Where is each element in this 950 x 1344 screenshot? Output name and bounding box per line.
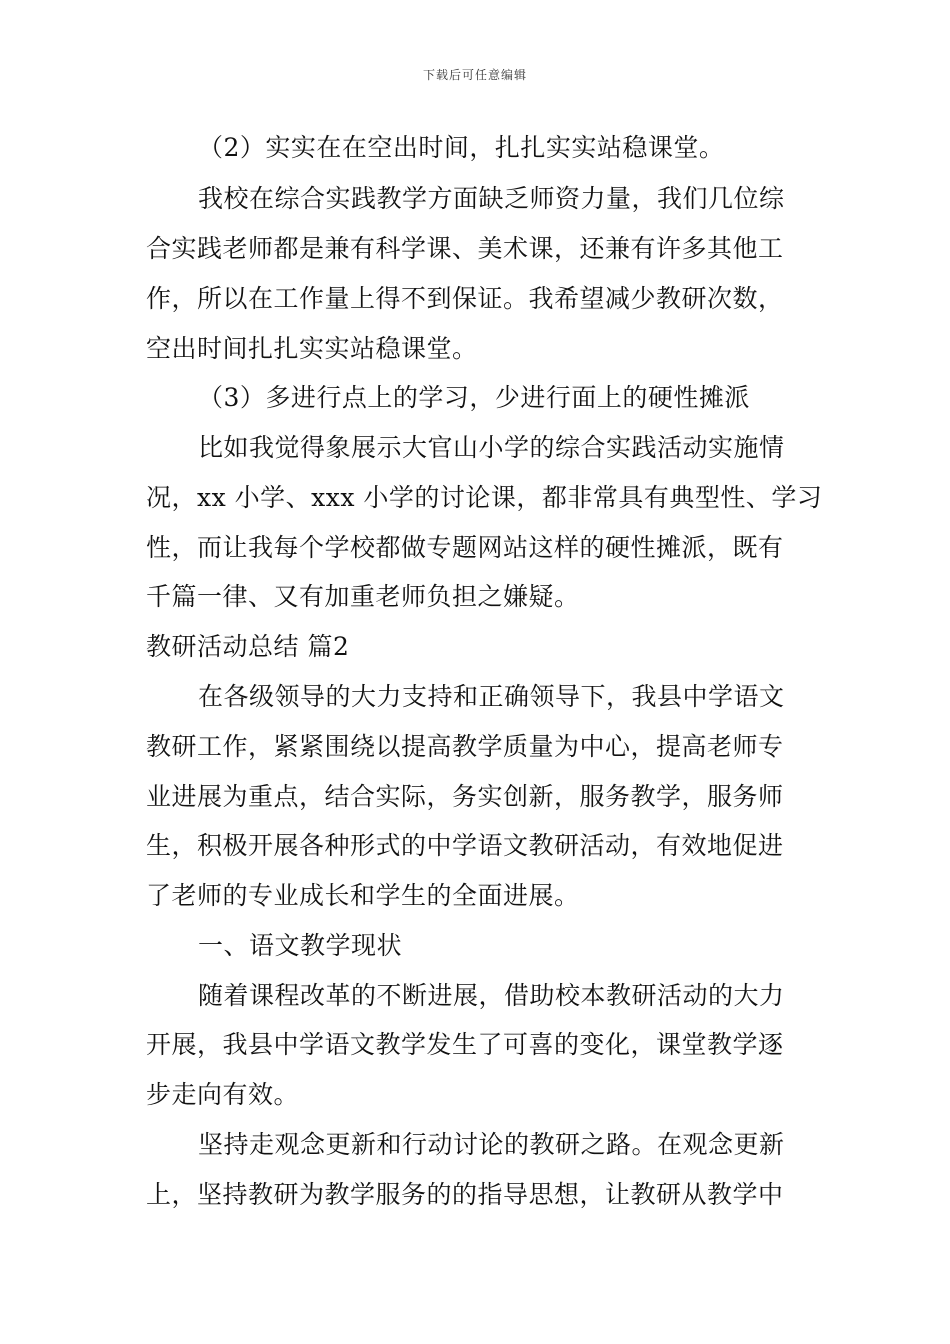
text-line: （3）多进行点上的学习，少进行面上的硬性摊派 [198, 383, 750, 412]
text-line: 况，xx 小学、xxx 小学的讨论课，都非常具有典型性、学习 [146, 483, 823, 512]
text-line: 坚持走观念更新和行动讨论的教研之路。在观念更新 [198, 1130, 785, 1159]
text-line: 合实践老师都是兼有科学课、美术课，还兼有许多其他工 [146, 234, 784, 263]
text-line: 了老师的专业成长和学生的全面进展。 [146, 881, 580, 910]
text-line: 教研工作，紧紧围绕以提高教学质量为中心，提高老师专 [146, 732, 784, 761]
text-line: 开展，我县中学语文教学发生了可喜的变化，课堂教学逐 [146, 1030, 784, 1059]
text-line: 空出时间扎扎实实站稳课堂。 [146, 334, 478, 363]
text-line: 千篇一律、又有加重老师负担之嫌疑。 [146, 582, 580, 611]
text-line: 性，而让我每个学校都做专题网站这样的硬性摊派，既有 [146, 533, 784, 562]
text-line: 生，积极开展各种形式的中学语文教研活动，有效地促进 [146, 831, 784, 860]
text-line: 在各级领导的大力支持和正确领导下，我县中学语文 [198, 682, 785, 711]
text-line: 作，所以在工作量上得不到保证。我希望减少教研次数， [146, 284, 784, 313]
page-header: 下载后可任意编辑 [422, 68, 527, 82]
subsection-heading: 一、语文教学现状 [198, 931, 403, 960]
text-line: 我校在综合实践教学方面缺乏师资力量，我们几位综 [198, 184, 785, 213]
text-line: 上，坚持教研为教学服务的的指导思想，让教研从教学中 [146, 1180, 784, 1209]
text-line: 随着课程改革的不断进展，借助校本教研活动的大力 [198, 981, 785, 1010]
text-line: 业进展为重点，结合实际，务实创新，服务教学，服务师 [146, 782, 784, 811]
text-line: 比如我觉得象展示大官山小学的综合实践活动实施情 [198, 433, 785, 462]
section-heading: 教研活动总结 篇2 [146, 632, 350, 661]
text-line: 步走向有效。 [146, 1080, 300, 1109]
text-line: （2）实实在在空出时间，扎扎实实站稳课堂。 [198, 133, 725, 162]
